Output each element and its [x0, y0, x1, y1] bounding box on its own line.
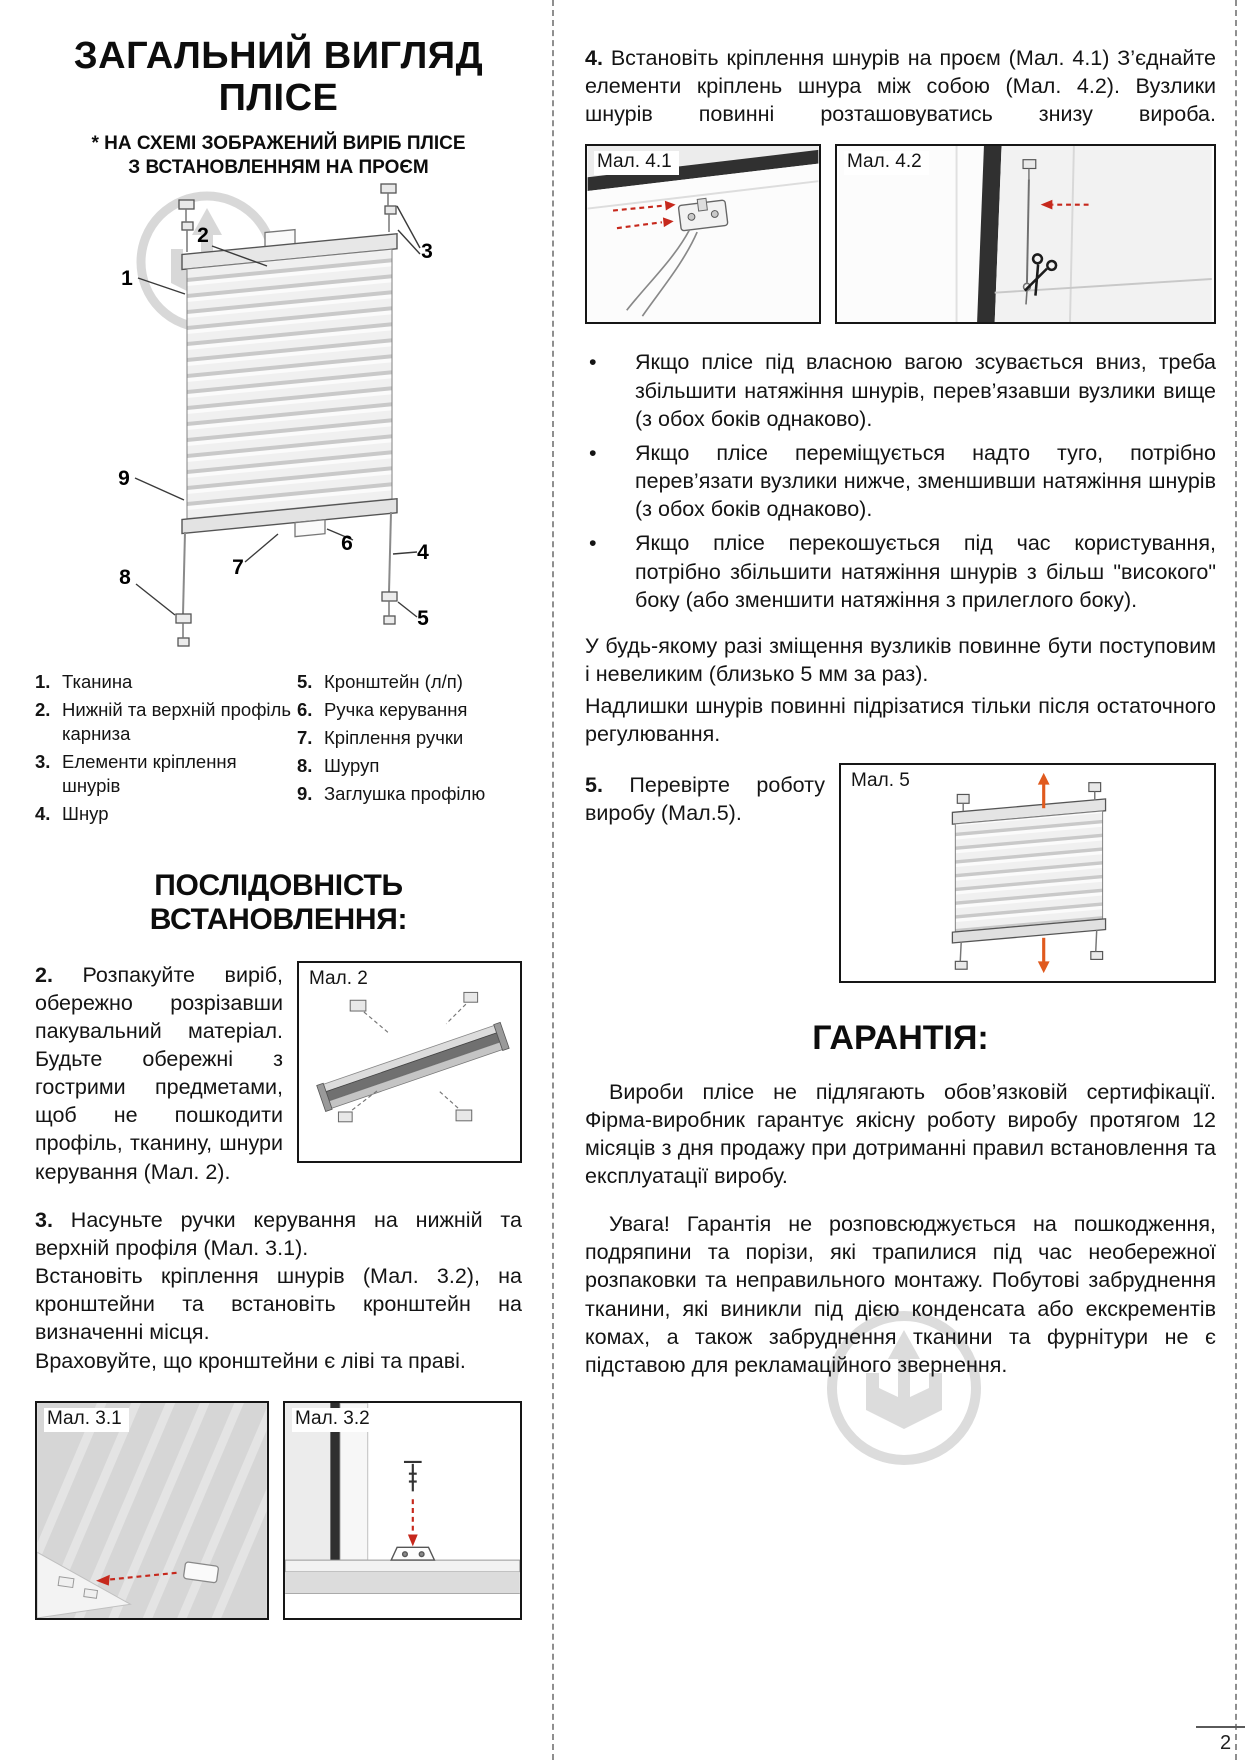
figure-3-2 — [283, 1401, 522, 1620]
figure-4-2 — [835, 144, 1216, 324]
bullet-text: Якщо плісе перекошується під час користування, потрібно збільшити натяжіння шнурів з більш "високого" боку (або зменшити натяжіння з прилеглого боку). — [635, 531, 1216, 612]
figure-4-2-label: Мал. 4.2 — [844, 151, 929, 175]
anchor-links — [183, 601, 389, 638]
left-column — [35, 0, 522, 1620]
figure-3-1 — [35, 1401, 269, 1620]
legend-item — [35, 670, 297, 694]
callout-1: 1 — [121, 267, 133, 291]
legend-num: 7. — [297, 727, 313, 749]
bullet-marker: • — [589, 350, 597, 375]
legend-item — [35, 698, 297, 746]
blind-diagram-svg — [35, 182, 522, 664]
adjustment-notes — [585, 632, 1216, 749]
legend-item — [35, 802, 297, 826]
page-edge-divider-dashed — [1235, 0, 1237, 1760]
figure-3-2-label: Мал. 3.2 — [292, 1408, 377, 1432]
step-3-line-3: Враховуйте, що кронштейни є ліві та праві. — [35, 1348, 466, 1373]
legend-right-column — [297, 670, 522, 830]
bullet-marker: • — [589, 440, 597, 465]
bullet-text: Якщо плісе переміщується надто туго, потрібно перев’язати вузлики нижче, зменшивши натяжіння шнурів (з обох боків однаково). — [635, 440, 1216, 522]
bullet-text: Якщо плісе під власною вагою зсувається вниз, треба збільшити натяжіння шнурів, перев’язавши вузлики вище (з обох боків однаково). — [635, 350, 1216, 431]
step-3-line-1 — [35, 1206, 522, 1262]
figure-3-2-drawing — [285, 1403, 520, 1618]
subtitle-line-2: З ВСТАНОВЛЕННЯМ НА ПРОЄМ — [128, 156, 429, 178]
step-2-paragraph — [35, 961, 283, 1186]
warranty-paragraph-1: Вироби плісе не підлягають обов’язковій сертифікації. Фірма-виробник гарантує якісну роботу виробу протягом 12 місяців з дня продажу при дотриманні правил встановлення та експлуатації виробу. — [585, 1079, 1216, 1188]
callout-8: 8 — [119, 566, 131, 590]
legend-num: 8. — [297, 755, 313, 777]
callout-7: 7 — [232, 556, 244, 580]
legend-num: 2. — [35, 699, 51, 721]
cord-anchors — [176, 592, 397, 646]
step-5-number: 5. — [585, 772, 603, 797]
figure-5 — [839, 763, 1216, 983]
bottom-handle — [295, 520, 325, 537]
sash-face — [588, 164, 819, 322]
step-5-paragraph — [585, 763, 825, 983]
fabric — [187, 249, 392, 519]
step-4-number: 4. — [585, 46, 603, 70]
bullet-item — [585, 348, 1216, 432]
bullet-item — [585, 529, 1216, 613]
footer-rule — [1196, 1726, 1245, 1728]
packed-blind-bundle — [317, 1022, 509, 1111]
step-5-text: Перевірте роботу виробу (Мал.5). — [585, 772, 825, 825]
step-2-row — [35, 961, 522, 1186]
legend-num: 6. — [297, 699, 313, 721]
legend-item — [35, 750, 297, 798]
legend-num: 5. — [297, 671, 313, 693]
figure-5-label: Мал. 5 — [848, 770, 917, 794]
bullet-item — [585, 439, 1216, 523]
step-3-text-1: Насуньте ручки керування на нижній та верхній профіля (Мал. 3.1). — [35, 1207, 522, 1260]
step-5-row — [585, 763, 1216, 983]
callout-2: 2 — [197, 224, 209, 248]
step-3-number: 3. — [35, 1207, 53, 1232]
legend-text: Елементи кріплення шнурів — [62, 751, 237, 797]
note-2: Надлишки шнурів повинні підрізатися тільки після остаточного регулювання. — [585, 694, 1216, 747]
step-2-text: Розпакуйте виріб, обережно розрізавши пакувальний матеріал. Будьте обережні з гострими предметами, щоб не пошкодити профіль, тканину, шнури керування (Мал. 2). — [35, 962, 283, 1184]
step-4-paragraph — [585, 44, 1216, 128]
parts-legend — [35, 670, 522, 830]
figures-3-row — [35, 1401, 522, 1620]
sill-top — [285, 1560, 520, 1572]
mounting-bracket — [391, 1547, 434, 1560]
step-3-paragraph — [35, 1206, 522, 1375]
title-note — [35, 132, 522, 181]
legend-text: Кріплення ручки — [324, 727, 464, 749]
figure-2-drawing — [299, 963, 520, 1161]
legend-item — [297, 670, 522, 694]
step-3-line-2: Встановіть кріплення шнурів (Мал. 3.2), на кронштейни та встановіть кронштейн на визначенні місця. — [35, 1264, 522, 1345]
warranty-paragraph-2: Увага! Гарантія не розповсюджується на пошкодження, подряпини та порізи, які трапилися під час необережної розпаковки та неправильного монтажу. Побутові забруднення тканини, які виникли під дією конденсата або екскрементів комах, а також забруднення тканини та фурнітури не є підставою для рекламаційного звернення. — [585, 1212, 1216, 1377]
subtitle-line-1: * НА СХЕМІ ЗОБРАЖЕНИЙ ВИРІБ ПЛІСЕ — [91, 132, 466, 154]
title-line-2: ПЛІСЕ — [218, 76, 339, 119]
figure-4-1-label: Мал. 4.1 — [594, 151, 679, 175]
legend-num: 9. — [297, 783, 313, 805]
title-line-1: ЗАГАЛЬНИЙ ВИГЛЯД — [73, 35, 484, 77]
legend-num: 3. — [35, 751, 51, 773]
figures-4-row — [585, 144, 1216, 324]
callout-4: 4 — [417, 541, 429, 565]
pleated-blind — [182, 220, 397, 548]
step-4-text: Встановіть кріплення шнурів на проєм (Мал. 4.1) З’єднайте елементи кріплень шнура між собою (Мал. 4.2). Вузлики шнурів повинні розташовуватись знизу вироба. — [585, 46, 1216, 127]
legend-text: Шуруп — [324, 755, 380, 777]
sill-face — [285, 1572, 520, 1594]
figure-3-1-label: Мал. 3.1 — [44, 1408, 129, 1432]
note-1: У будь-якому разі зміщення вузликів повинне бути поступовим і невеликим (близько 5 мм за раз). — [585, 633, 1216, 687]
legend-text: Заглушка профілю — [324, 783, 486, 805]
legend-text: Шнур — [62, 803, 109, 825]
callout-6: 6 — [341, 532, 353, 556]
step-2-number: 2. — [35, 962, 53, 987]
adjustment-bullet-list — [585, 348, 1216, 613]
legend-num: 1. — [35, 671, 51, 693]
legend-item — [297, 726, 522, 750]
warranty-heading: ГАРАНТІЯ: — [812, 1018, 989, 1057]
legend-item — [297, 754, 522, 778]
bullet-marker: • — [589, 531, 597, 556]
callout-3: 3 — [421, 240, 433, 264]
callout-5: 5 — [417, 607, 429, 631]
legend-item — [297, 782, 522, 806]
legend-text: Кронштейн (л/п) — [324, 671, 463, 693]
column-divider-dashed — [552, 0, 554, 1760]
legend-text: Ручка керування — [324, 699, 468, 721]
figure-4-1 — [585, 144, 821, 324]
figure-2-label: Мал. 2 — [306, 968, 375, 992]
cord-hook — [1023, 160, 1036, 169]
figure-3-1-drawing — [37, 1403, 267, 1618]
pleated-blind-small — [952, 798, 1105, 942]
legend-text: Нижній та верхній профіль карниза — [62, 699, 291, 745]
legend-num: 4. — [35, 803, 51, 825]
figure-2 — [297, 961, 522, 1163]
right-column — [585, 0, 1216, 1379]
figure-5-drawing — [841, 765, 1214, 981]
sequence-heading: ПОСЛІДОВНІСТЬ ВСТАНОВЛЕННЯ: — [149, 868, 408, 936]
page-title — [35, 36, 522, 120]
callout-9: 9 — [118, 467, 130, 491]
blind-overview-diagram — [35, 182, 522, 664]
page-number: 2 — [1220, 1732, 1232, 1754]
legend-item — [297, 698, 522, 722]
legend-text: Тканина — [62, 671, 133, 693]
legend-left-column — [35, 670, 297, 830]
